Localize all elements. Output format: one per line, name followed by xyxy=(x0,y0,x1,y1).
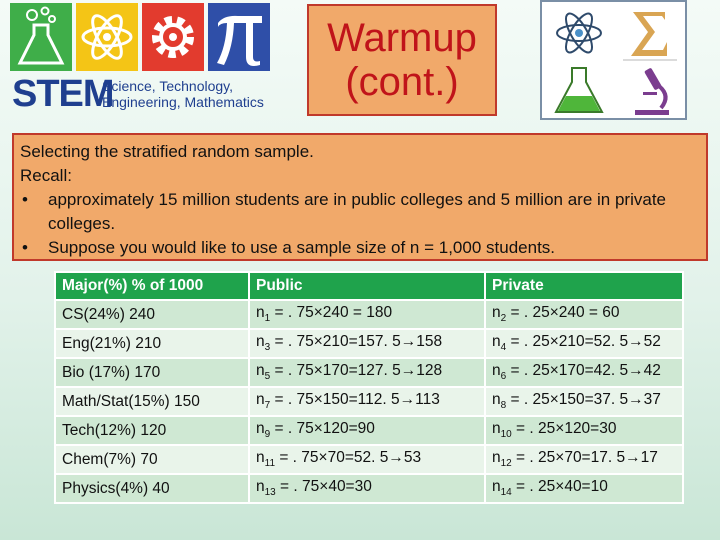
subscript: 9 xyxy=(264,429,271,441)
public-expression: = . 75×120=90 xyxy=(270,420,375,438)
subscript: 14 xyxy=(500,487,512,499)
table-row xyxy=(56,417,682,444)
private-cell: $n_4$ = . 25×210=52. 5→52 xyxy=(486,330,682,357)
public-expression: = . 75×210=157. 5→158 xyxy=(270,333,443,351)
subscript: 13 xyxy=(264,487,276,499)
major-cell: Eng(21%) 210 xyxy=(56,330,248,357)
subscript: 2 xyxy=(500,313,507,325)
public-cell: $n_7$ = . 75×150=112. 5→113 xyxy=(250,388,484,415)
table-row xyxy=(56,388,682,415)
stem-logo-tiles xyxy=(10,3,270,73)
intro-line: Recall: xyxy=(20,166,72,185)
major-cell: Math/Stat(15%) 150 xyxy=(56,388,248,415)
intro-bullet: • Suppose you would like to use a sample size of n = 1,000 students. xyxy=(20,236,700,260)
slide-title-line: (cont.) xyxy=(345,60,459,104)
public-cell: $n_9$ = . 75×120=90 xyxy=(250,417,484,444)
table-row xyxy=(56,301,682,328)
stem-icon-panel xyxy=(540,0,687,120)
subscript: 10 xyxy=(500,429,512,441)
major-cell: Tech(12%) 120 xyxy=(56,417,248,444)
subscript: 1 xyxy=(264,313,271,325)
subscript: 11 xyxy=(264,458,276,470)
private-expression: = . 25×120=30 xyxy=(511,420,617,438)
private-expression: = . 25×240 = 60 xyxy=(506,304,620,322)
private-cell: $n_{10}$ = . 25×120=30 xyxy=(486,417,682,444)
private-cell: $n_{12}$ = . 25×70=17. 5→17 xyxy=(486,446,682,473)
public-expression: = . 75×40=30 xyxy=(275,478,372,496)
subscript: 4 xyxy=(500,342,507,354)
public-cell: $n_{11}$ = . 75×70=52. 5→53 xyxy=(250,446,484,473)
major-cell: Physics(4%) 40 xyxy=(56,475,248,502)
public-expression: = . 75×150=112. 5→113 xyxy=(270,391,440,409)
table-row xyxy=(56,446,682,473)
subscript: 12 xyxy=(500,458,512,470)
stem-subtitle xyxy=(102,78,264,110)
intro-bullet-list xyxy=(20,188,700,260)
table-row xyxy=(56,330,682,357)
stratified-sample-table xyxy=(54,271,684,504)
public-cell: $n_1$ = . 75×240 = 180 xyxy=(250,301,484,328)
subscript: 8 xyxy=(500,400,507,412)
public-cell: $n_{13}$ = . 75×40=30 xyxy=(250,475,484,502)
public-cell: $n_5$ = . 75×170=127. 5→128 xyxy=(250,359,484,386)
microscope-icon xyxy=(615,62,685,119)
stem-logo xyxy=(10,3,270,113)
table-row xyxy=(56,475,682,502)
major-cell: Bio (17%) 170 xyxy=(56,359,248,386)
private-cell: $n_6$ = . 25×170=42. 5→42 xyxy=(486,359,682,386)
subscript: 3 xyxy=(264,342,271,354)
private-cell: $n_2$ = . 25×240 = 60 xyxy=(486,301,682,328)
table-row xyxy=(56,359,682,386)
table-header-row xyxy=(56,273,682,299)
slide-title xyxy=(307,4,497,116)
private-expression: = . 25×170=42. 5→42 xyxy=(506,362,661,380)
intro-line: Selecting the stratified random sample. xyxy=(20,142,314,161)
slide-title-line: Warmup xyxy=(327,16,477,60)
column-header: Major(%) % of 1000 xyxy=(56,273,248,299)
column-header: Private xyxy=(486,273,682,299)
major-cell: Chem(7%) 70 xyxy=(56,446,248,473)
public-expression: = . 75×70=52. 5→53 xyxy=(275,449,422,467)
sigma-icon xyxy=(615,4,685,61)
private-cell: $n_8$ = . 25×150=37. 5→37 xyxy=(486,388,682,415)
stem-wordmark: STEM xyxy=(12,73,114,115)
private-expression: = . 25×70=17. 5→17 xyxy=(511,449,658,467)
major-cell: CS(24%) 240 xyxy=(56,301,248,328)
stem-subtitle-line: Science, Technology, xyxy=(102,78,234,94)
private-expression: = . 25×210=52. 5→52 xyxy=(506,333,661,351)
intro-bullet: • approximately 15 million students are in public colleges and 5 million are in private colleges. xyxy=(20,188,700,236)
stem-subtitle-line: Engineering, Mathematics xyxy=(102,94,264,110)
private-cell: $n_{14}$ = . 25×40=10 xyxy=(486,475,682,502)
private-expression: = . 25×40=10 xyxy=(511,478,608,496)
subscript: 6 xyxy=(500,371,507,383)
subscript: 7 xyxy=(264,400,271,412)
column-header: Public xyxy=(250,273,484,299)
public-expression: = . 75×170=127. 5→128 xyxy=(270,362,443,380)
atom-icon xyxy=(544,4,614,61)
flask-icon xyxy=(544,62,614,119)
public-cell: $n_3$ = . 75×210=157. 5→158 xyxy=(250,330,484,357)
private-expression: = . 25×150=37. 5→37 xyxy=(506,391,661,409)
intro-callout xyxy=(12,133,708,261)
subscript: 5 xyxy=(264,371,271,383)
public-expression: = . 75×240 = 180 xyxy=(270,304,393,322)
